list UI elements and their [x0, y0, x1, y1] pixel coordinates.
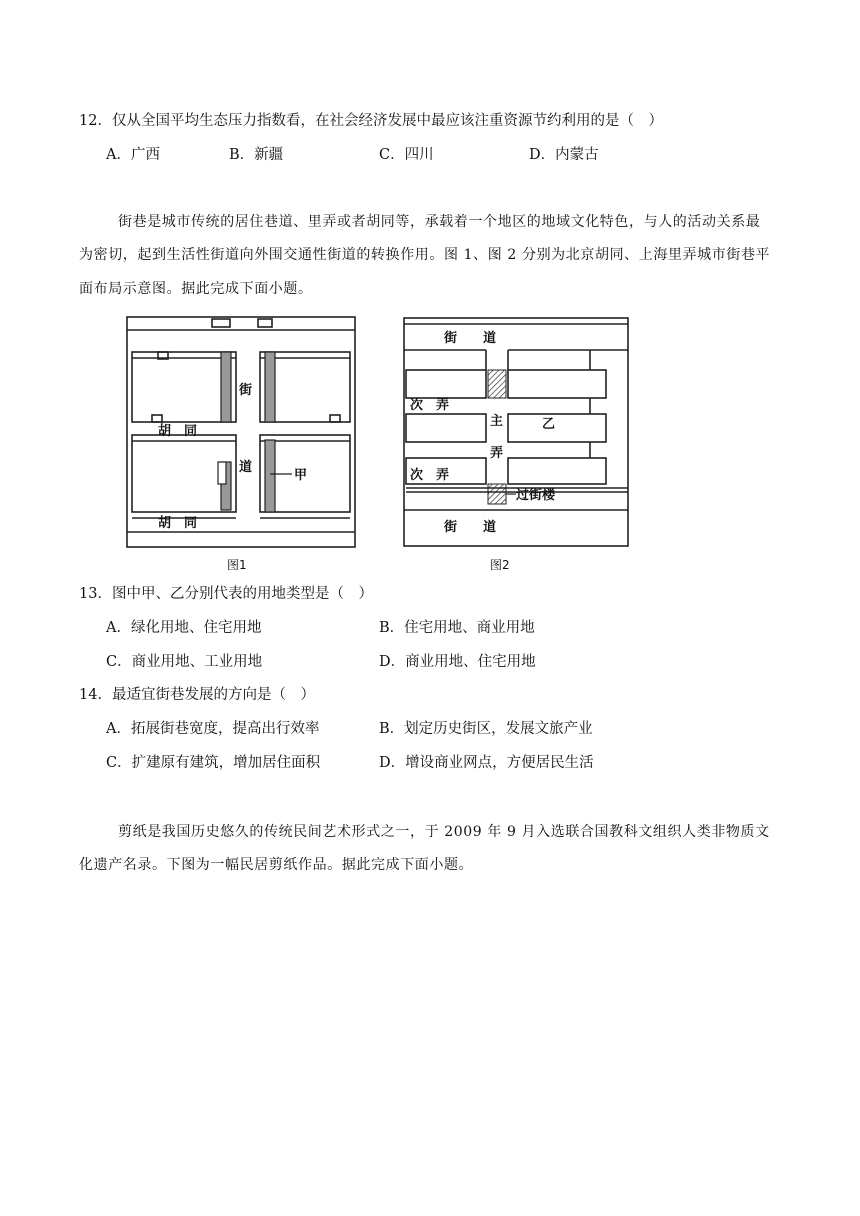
figure-2-top-street-label: 街 道 — [444, 331, 497, 346]
q12-option-a: A．广西 — [106, 147, 160, 163]
figure-1-hutong-label-2: 胡 同 — [158, 516, 198, 531]
figure-1-street-label-2: 道 — [239, 460, 253, 475]
figure-1-jia-label: 甲 — [294, 468, 308, 483]
figure-1-street-label-1: 街 — [239, 383, 253, 398]
passage-2-line-2: 化遗产名录。下图为一幅民居剪纸作品。据此完成下面小题。 — [79, 857, 474, 873]
figure-2-caption: 图2 — [490, 558, 510, 572]
figure-2-guojielou-label: 过街楼 — [516, 488, 556, 503]
figure-1-hutong-label-1: 胡 同 — [158, 424, 198, 439]
question-13-stem: 13．图中甲、乙分别代表的用地类型是（ ） — [79, 586, 373, 602]
figure-1-hutong-diagram — [120, 312, 360, 552]
q14-option-b: B．划定历史街区，发展文旅产业 — [379, 721, 593, 737]
passage-1-line-2: 为密切，起到生活性街道向外围交通性街道的转换作用。图 1、图 2 分别为北京胡同、上海里弄城市街巷平 — [79, 247, 771, 263]
q14-option-c: C．扩建原有建筑，增加居住面积 — [106, 755, 321, 771]
question-14-stem: 14．最适宜街巷发展的方向是（ ） — [79, 687, 315, 703]
figure-2-ci-nong-label-2: 次 弄 — [410, 468, 450, 483]
q14-option-d: D．增设商业网点，方便居民生活 — [379, 755, 594, 771]
passage-2-line-1: 剪纸是我国历史悠久的传统民间艺术形式之一，于 2009 年 9 月入选联合国教科文组织人类非物质文 — [118, 824, 770, 840]
figure-1-caption: 图1 — [227, 558, 247, 572]
q13-option-c: C．商业用地、工业用地 — [106, 654, 263, 670]
q12-option-c: C．四川 — [379, 147, 434, 163]
figure-2-bottom-street-label: 街 道 — [444, 520, 497, 535]
q13-option-b: B．住宅用地、商业用地 — [379, 620, 535, 636]
question-12-stem: 12．仅从全国平均生态压力指数看，在社会经济发展中最应该注重资源节约利用的是（ ） — [79, 113, 663, 129]
figure-2-nong-label: 弄 — [490, 446, 504, 461]
figure-2-ci-nong-label-1: 次 弄 — [410, 398, 450, 413]
passage-1-line-3: 面布局示意图。据此完成下面小题。 — [79, 281, 313, 297]
figure-2-zhu-label: 主 — [490, 414, 504, 429]
q13-option-a: A．绿化用地、住宅用地 — [106, 620, 262, 636]
figure-2-yi-label: 乙 — [542, 417, 556, 432]
q12-option-b: B．新疆 — [229, 147, 284, 163]
passage-1-line-1: 街巷是城市传统的居住巷道、里弄或者胡同等，承载着一个地区的地域文化特色，与人的活动关系最 — [118, 214, 761, 230]
figure-2-lilong-diagram — [398, 312, 634, 552]
q12-option-d: D．内蒙古 — [529, 147, 599, 163]
q14-option-a: A．拓展街巷宽度，提高出行效率 — [106, 721, 320, 737]
q13-option-d: D．商业用地、住宅用地 — [379, 654, 536, 670]
